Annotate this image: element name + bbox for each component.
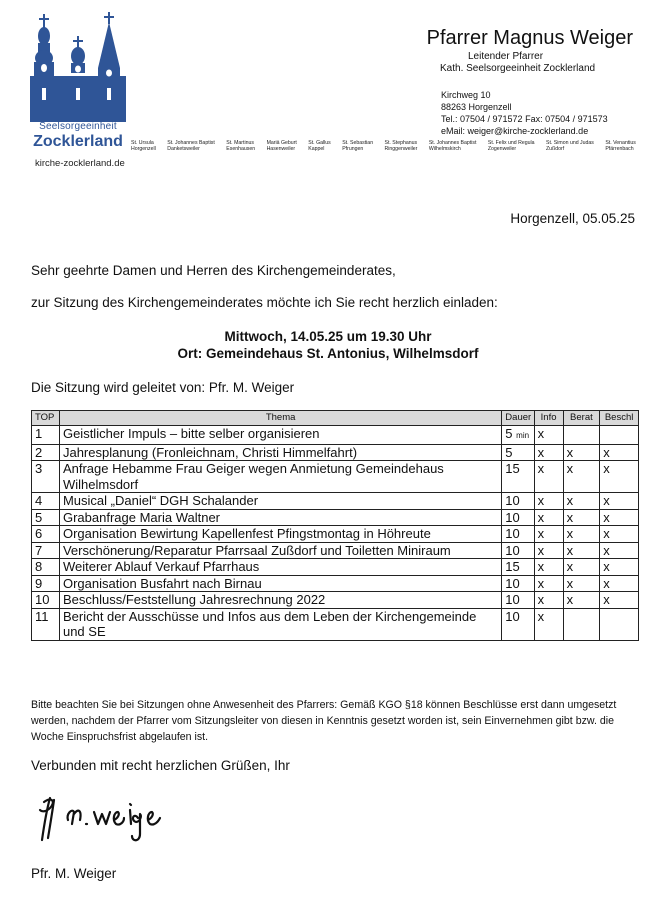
cell-beschl: x bbox=[600, 526, 639, 543]
parish-item: St. Johannes Baptist Danketsweiler bbox=[167, 140, 215, 152]
cell-dauer: 5 bbox=[502, 444, 534, 461]
cell-dauer: 10 bbox=[502, 509, 534, 526]
cell-dauer: 10 bbox=[502, 526, 534, 543]
parish-item: Mariä Geburt Hasenweiler bbox=[266, 140, 297, 152]
col-header-dauer: Dauer bbox=[502, 411, 534, 426]
logo-wordmark bbox=[32, 122, 124, 150]
cell-top: 6 bbox=[32, 526, 60, 543]
cell-dauer: 10 bbox=[502, 493, 534, 510]
sender-unit: Kath. Seelsorgeeinheit Zocklerland bbox=[440, 63, 596, 74]
cell-dauer: 10 bbox=[502, 575, 534, 592]
parish-item: St. Felix und Regula Zogenweiler bbox=[487, 140, 535, 152]
cell-berat: x bbox=[563, 444, 600, 461]
cell-berat bbox=[563, 608, 600, 640]
col-header-top: TOP bbox=[32, 411, 60, 426]
table-row bbox=[32, 509, 639, 526]
church-towers-icon bbox=[30, 12, 126, 122]
parish-item: St. Sebastian Pfrungen bbox=[342, 140, 374, 152]
cell-thema: Anfrage Hebamme Frau Geiger wegen Anmietung Gemeindehaus Wilhelmsdorf bbox=[59, 461, 501, 493]
signature-icon bbox=[36, 790, 176, 850]
cell-beschl: x bbox=[600, 509, 639, 526]
parish-item: St. Venantius Pfärrenbach bbox=[605, 140, 636, 152]
cell-thema: Verschönerung/Reparatur Pfarrsaal Zußdorf und Toiletten Miniraum bbox=[59, 542, 501, 559]
intro-text: zur Sitzung des Kirchengemeinderates möchte ich Sie recht herzlich einladen: bbox=[31, 295, 498, 310]
cell-thema: Geistlicher Impuls – bitte selber organisieren bbox=[59, 426, 501, 445]
cell-info: x bbox=[534, 542, 563, 559]
cell-info: x bbox=[534, 426, 563, 445]
sender-role: Leitender Pfarrer bbox=[468, 51, 544, 62]
logo-line-2: Zocklerland bbox=[33, 133, 123, 150]
cell-berat: x bbox=[563, 493, 600, 510]
cell-info: x bbox=[534, 461, 563, 493]
cell-top: 4 bbox=[32, 493, 60, 510]
kgo-note: Bitte beachten Sie bei Sitzungen ohne Anwesenheit des Pfarrers: Gemäß KGO §18 können Beschlüsse erst dann umgesetzt werden, nachdem der Pfarrer vom Sitzungsleiter von diesen in Kenntnis gesetzt worden ist, sein Einvernehmen gibt bzw. die Woche Einspruchsfrist abgelaufen ist. bbox=[31, 699, 617, 743]
address-email[interactable]: eMail: weiger@kirche-zocklerland.de bbox=[441, 126, 589, 136]
meeting-date: Mittwoch, 14.05.25 um 19.30 Uhr bbox=[224, 329, 432, 344]
parish-item: St. Ursula Horgenzell bbox=[131, 140, 156, 152]
cell-thema: Organisation Bewirtung Kapellenfest Pfingstmontag in Höhreute bbox=[59, 526, 501, 543]
cell-top: 1 bbox=[32, 426, 60, 445]
signer-name: Pfr. M. Weiger bbox=[31, 866, 117, 881]
table-row bbox=[32, 426, 639, 445]
parish-item: St. Martinus Esenhausen bbox=[226, 140, 256, 152]
meeting-place: Ort: Gemeindehaus St. Antonius, Wilhelmsdorf bbox=[177, 346, 479, 361]
table-row bbox=[32, 592, 639, 609]
cell-info: x bbox=[534, 509, 563, 526]
cell-info: x bbox=[534, 592, 563, 609]
logo bbox=[30, 12, 126, 155]
cell-beschl: x bbox=[600, 461, 639, 493]
cell-thema: Bericht der Ausschüsse und Infos aus dem Leben der Kirchengemeinde und SE bbox=[59, 608, 501, 640]
duration-unit: min bbox=[516, 431, 530, 440]
cell-top: 10 bbox=[32, 592, 60, 609]
parish-item: St. Johannes Baptist Wilhelmskirch bbox=[428, 140, 477, 152]
cell-beschl: x bbox=[600, 542, 639, 559]
cell-thema: Musical „Daniel“ DGH Schalander bbox=[59, 493, 501, 510]
cell-top: 7 bbox=[32, 542, 60, 559]
cell-top: 8 bbox=[32, 559, 60, 576]
cell-beschl bbox=[600, 426, 639, 445]
cell-dauer: 10 bbox=[502, 592, 534, 609]
cell-berat: x bbox=[563, 509, 600, 526]
parish-list bbox=[131, 141, 636, 153]
cell-top: 3 bbox=[32, 461, 60, 493]
cell-berat: x bbox=[563, 592, 600, 609]
cell-berat: x bbox=[563, 526, 600, 543]
cell-thema: Organisation Busfahrt nach Birnau bbox=[59, 575, 501, 592]
col-header-berat: Berat bbox=[563, 411, 600, 426]
agenda-table bbox=[31, 410, 639, 641]
cell-info: x bbox=[534, 526, 563, 543]
table-row bbox=[32, 444, 639, 461]
cell-info: x bbox=[534, 575, 563, 592]
website-link[interactable]: kirche-zocklerland.de bbox=[35, 158, 125, 169]
closing-line: Verbunden mit recht herzlichen Grüßen, Ihr bbox=[31, 758, 290, 773]
cell-thema: Weiterer Ablauf Verkauf Pfarrhaus bbox=[59, 559, 501, 576]
address-city: 88263 Horgenzell bbox=[441, 102, 512, 112]
sender-address bbox=[441, 89, 608, 137]
col-header-beschl: Beschl bbox=[600, 411, 639, 426]
parish-item: St. Stephanus Ringgenweiler bbox=[384, 140, 418, 152]
table-row bbox=[32, 575, 639, 592]
cell-thema: Beschluss/Feststellung Jahresrechnung 2022 bbox=[59, 592, 501, 609]
table-row bbox=[32, 493, 639, 510]
cell-berat: x bbox=[563, 575, 600, 592]
cell-dauer: 15 bbox=[502, 461, 534, 493]
address-phone: Tel.: 07504 / 971572 Fax: 07504 / 971573 bbox=[441, 114, 608, 124]
cell-top: 5 bbox=[32, 509, 60, 526]
agenda-header-row bbox=[32, 411, 639, 426]
cell-beschl: x bbox=[600, 444, 639, 461]
logo-line-1: Seelsorgeeinheit bbox=[39, 121, 117, 132]
table-row bbox=[32, 526, 639, 543]
cell-thema: Grabanfrage Maria Waltner bbox=[59, 509, 501, 526]
col-header-thema: Thema bbox=[59, 411, 501, 426]
cell-info: x bbox=[534, 608, 563, 640]
table-row bbox=[32, 461, 639, 493]
table-row bbox=[32, 559, 639, 576]
parish-item: St. Gallus Kappel bbox=[308, 140, 331, 152]
table-row bbox=[32, 542, 639, 559]
cell-top: 2 bbox=[32, 444, 60, 461]
parish-item: St. Simon und Judas Zußdorf bbox=[546, 140, 594, 152]
cell-berat: x bbox=[563, 461, 600, 493]
cell-beschl: x bbox=[600, 592, 639, 609]
cell-dauer: 10 bbox=[502, 608, 534, 640]
meeting-lead: Die Sitzung wird geleitet von: Pfr. M. Weiger bbox=[31, 380, 295, 395]
cell-beschl: x bbox=[600, 493, 639, 510]
cell-thema: Jahresplanung (Fronleichnam, Christi Himmelfahrt) bbox=[59, 444, 501, 461]
meeting-info bbox=[0, 328, 656, 362]
sender-name: Pfarrer Magnus Weiger bbox=[426, 27, 633, 49]
cell-info: x bbox=[534, 493, 563, 510]
cell-top: 11 bbox=[32, 608, 60, 640]
table-row bbox=[32, 608, 639, 640]
cell-berat: x bbox=[563, 542, 600, 559]
cell-info: x bbox=[534, 444, 563, 461]
cell-top: 9 bbox=[32, 575, 60, 592]
cell-beschl: x bbox=[600, 559, 639, 576]
handwritten-signature bbox=[36, 790, 176, 850]
cell-beschl: x bbox=[600, 575, 639, 592]
cell-dauer: 10 bbox=[502, 542, 534, 559]
address-street: Kirchweg 10 bbox=[441, 90, 491, 100]
cell-berat: x bbox=[563, 559, 600, 576]
cell-beschl bbox=[600, 608, 639, 640]
cell-dauer: 5 min bbox=[502, 426, 534, 445]
cell-berat bbox=[563, 426, 600, 445]
greeting: Sehr geehrte Damen und Herren des Kirchengemeinderates, bbox=[31, 263, 396, 278]
dateline: Horgenzell, 05.05.25 bbox=[510, 211, 635, 226]
cell-dauer: 15 bbox=[502, 559, 534, 576]
cell-info: x bbox=[534, 559, 563, 576]
col-header-info: Info bbox=[534, 411, 563, 426]
